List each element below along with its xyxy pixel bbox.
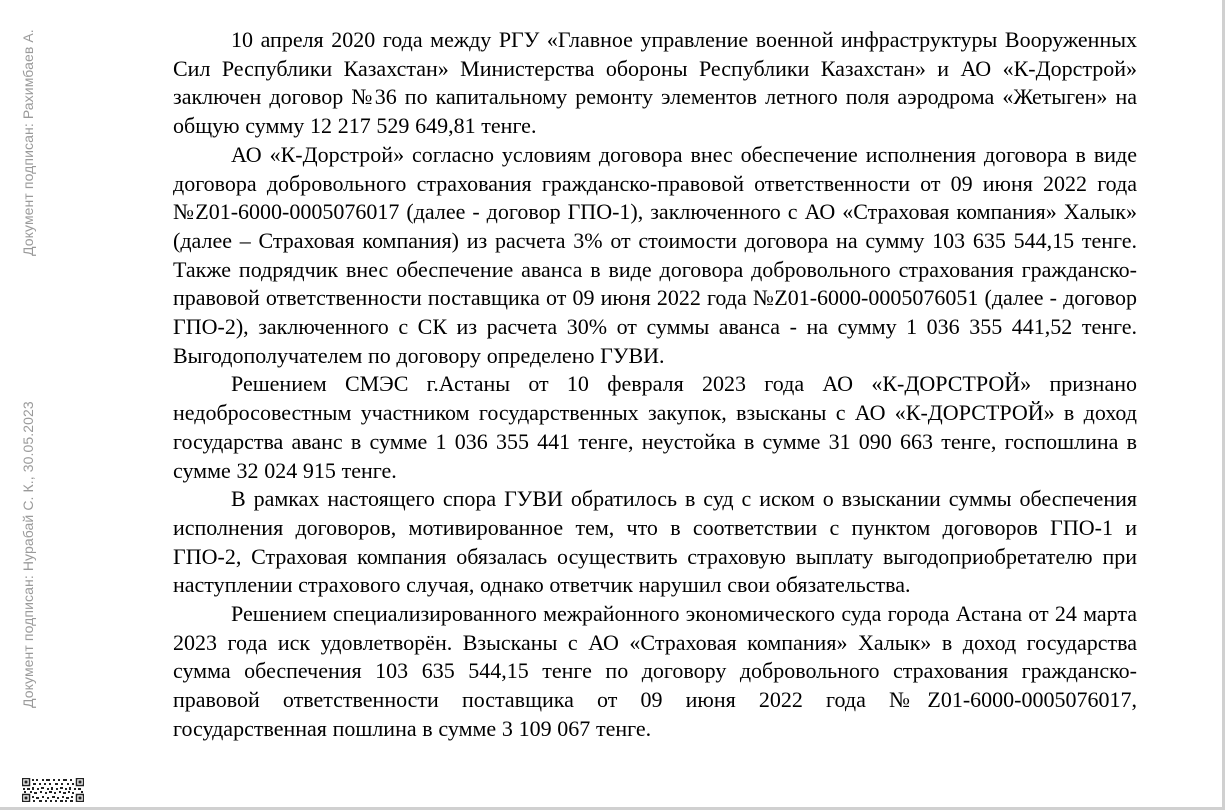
signature-stamp-bottom: Документ подписан: Нурабай С. К., 30.05.2023 [20, 401, 36, 708]
paragraph-smes-decision: Решением СМЭС г.Астаны от 10 февраля 2023 года АО «К-ДОРСТРОЙ» признано недобросовестным участником государственных закупок, взысканы с АО «К-ДОРСТРОЙ» в доход государства аванс в сумме 1 036 355 441 тенге, неустойка в сумме 31 090 663 тенге, госпошлина в сумме 32 024 915 тенге. [173, 371, 1137, 483]
paragraph-insurance-security: АО «К-Дорстрой» согласно условиям договора внес обеспечение исполнения договора в виде договора добровольного страхования гражданско-правовой ответственности от 09 июня 2022 года №Z01-6000-0005076017 (далее - договор ГПО-1), заключенного с АО «Страховая компания» Халык» (далее – Страховая компания) из расчета 3% от стоимости договора на сумму 103 635 544,15 тенге. Также подрядчик внес обеспечение аванса в виде договора добровольного страхования гражданско-правовой ответственности поставщика от 09 июня 2022 года №Z01-6000-0005076051 (далее - договор ГПО-2), заключенного с СК из расчета 30% от суммы аванса - на сумму 1 036 355 441,52 тенге. Выгодополучателем по договору определено ГУВИ. [173, 141, 1137, 368]
paragraph-claim: В рамках настоящего спора ГУВИ обратилось в суд с иском о взыскании суммы обеспечения исполнения договоров, мотивированное тем, что в соответствии с пунктом договоров ГПО-1 и ГПО-2, Страховая компания обязалась осуществить страховую выплату выгодоприобретателю при наступлении страхового случая, однако ответчик нарушил свои обязательства. [173, 486, 1137, 598]
qr-code-icon [22, 778, 84, 802]
paragraph-contract: 10 апреля 2020 года между РГУ «Главное управление военной инфраструктуры Вооруженных Сил Республики Казахстан» Министерства обороны Республики Казахстан» и АО «К-Дорстрой» заключен договор №36 по капитальному ремонту элементов летного поля аэродрома «Жетыген» на общую сумму 12 217 529 649,81 тенге. [173, 27, 1137, 139]
paragraph-court-ruling: Решением специализированного межрайонного экономического суда города Астана от 24 марта 2023 года иск удовлетворён. Взысканы с АО «Страховая компания» Халык» в доход государства сумма обеспечения 103 635 544,15 тенге по договору добровольного страхования гражданско-правовой ответственности поставщика от 09 июня 2022 года №Z01-6000-0005076017, государственная пошлина в сумме 3 109 067 тенге. [173, 601, 1137, 741]
document-body [173, 26, 1137, 744]
signature-stamp-top: Документ подписан: Рахимбаев А. [20, 29, 36, 256]
